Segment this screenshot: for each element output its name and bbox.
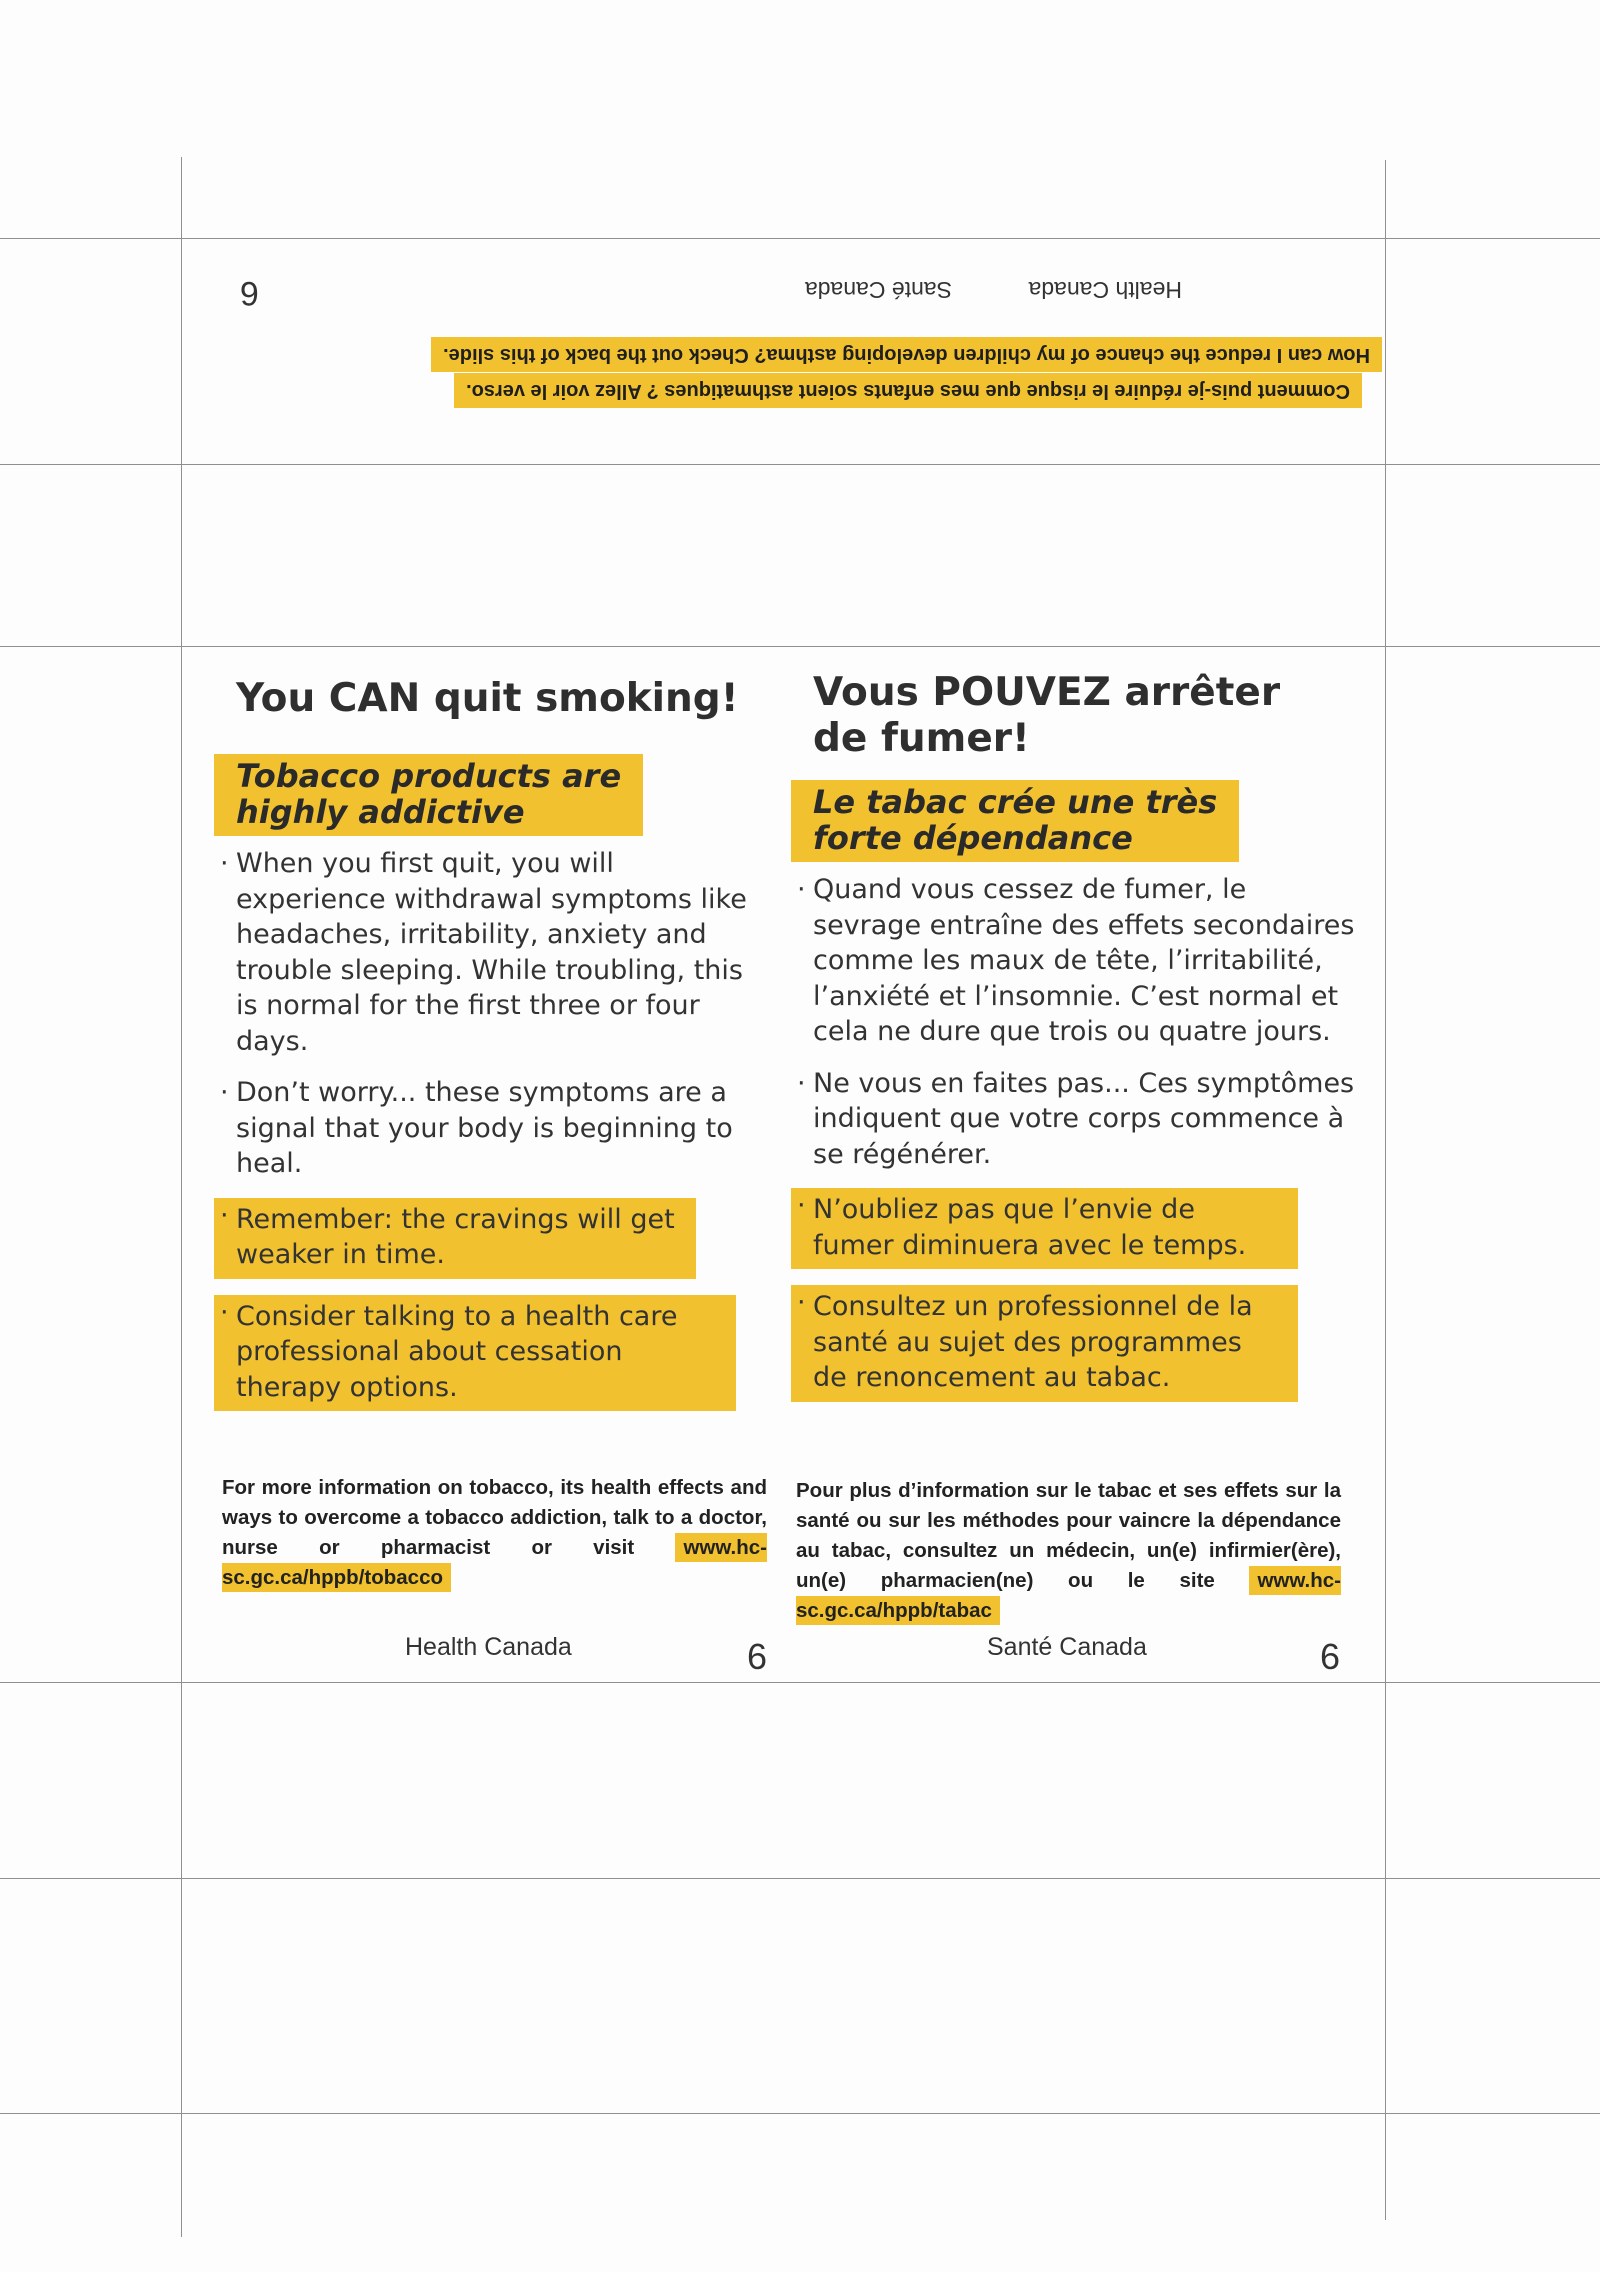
english-bullet-highlighted: · Consider talking to a health care professional about cessation therapy options. xyxy=(214,1295,736,1412)
rotated-agency-en: Health Canada xyxy=(1028,277,1182,303)
english-footer xyxy=(222,1473,767,1593)
french-footer-text: Pour plus d’information sur le tabac et ses effets sur la santé ou sur les méthodes pour vaincre la dépendance au tabac, consultez un médecin, un(e) infirmier(ère), un(e) pharmacien(ne) ou le site xyxy=(796,1479,1341,1592)
french-panel xyxy=(791,670,1361,1418)
rotated-agency-fr: Santé Canada xyxy=(804,277,952,303)
english-footer-text: For more information on tobacco, its health effects and ways to overcome a tobacco addiction, talk to a doctor, nurse or pharmacist or visit xyxy=(222,1476,767,1559)
french-subtitle xyxy=(791,780,1239,862)
english-panel xyxy=(214,670,774,1427)
rotated-question-fr: Comment puis-je réduire le risque que mes enfants soient asthmatiques ? Allez voir le verso. xyxy=(454,373,1362,408)
english-agency: Health Canada xyxy=(405,1633,572,1661)
english-subtitle-line2: highly addictive xyxy=(236,793,525,831)
crop-line-h6 xyxy=(0,2113,1600,2114)
crop-line-h5 xyxy=(0,1878,1600,1879)
english-bullet: · When you first quit, you will experience withdrawal symptoms like headaches, irritability, anxiety and trouble sleeping. While troubling, this is normal for the first three or four days. xyxy=(214,846,756,1059)
rotated-question-en: How can I reduce the chance of my children developing asthma? Check out the back of this slide. xyxy=(431,337,1382,372)
french-footer xyxy=(796,1476,1341,1626)
rotated-page-number: 6 xyxy=(240,274,259,312)
french-bullet-highlighted: · Consultez un professionnel de la santé au sujet des programmes de renoncement au tabac. xyxy=(791,1285,1298,1402)
english-page-number: 6 xyxy=(747,1636,768,1677)
english-bullet-highlighted: · Remember: the cravings will get weaker in time. xyxy=(214,1198,696,1279)
french-bullet: · Ne vous en faites pas... Ces symptômes indiquent que votre corps commence à se régénérer. xyxy=(791,1066,1358,1173)
english-footer-link[interactable]: www.hc-sc.gc.ca/hppb/tobacco xyxy=(222,1533,767,1592)
english-subtitle xyxy=(214,754,643,836)
french-bullet-highlighted: · N’oubliez pas que l’envie de fumer diminuera avec le temps. xyxy=(791,1188,1298,1269)
french-subtitle-line2: forte dépendance xyxy=(813,819,1133,857)
english-title: You CAN quit smoking! xyxy=(236,676,739,721)
crop-line-h2 xyxy=(0,464,1600,465)
crop-line-v2 xyxy=(1385,160,1386,2220)
french-bullet-list xyxy=(791,872,1361,1418)
rotated-strip xyxy=(182,248,1382,408)
crop-line-v1 xyxy=(181,157,182,2237)
crop-line-h1 xyxy=(0,238,1600,239)
crop-line-h3 xyxy=(0,646,1600,647)
french-title: Vous POUVEZ arrêter de fumer! xyxy=(813,670,1281,761)
english-subtitle-line1: Tobacco products are xyxy=(236,757,622,795)
french-footer-link[interactable]: www.hc-sc.gc.ca/hppb/tabac xyxy=(796,1566,1341,1625)
french-bullet: · Quand vous cessez de fumer, le sevrage entraîne des effets secondaires comme les maux de tête, l’irritabilité, l’anxiété et l’insomnie. C’est normal et cela ne dure que trois ou quatre jours. xyxy=(791,872,1358,1050)
french-page-number: 6 xyxy=(1320,1636,1341,1677)
french-subtitle-line1: Le tabac crée une très xyxy=(813,783,1218,821)
french-agency: Santé Canada xyxy=(987,1633,1147,1661)
english-bullet: · Don’t worry... these symptoms are a signal that your body is beginning to heal. xyxy=(214,1075,736,1182)
english-bullet-list xyxy=(214,846,774,1427)
crop-line-h4 xyxy=(0,1682,1600,1683)
